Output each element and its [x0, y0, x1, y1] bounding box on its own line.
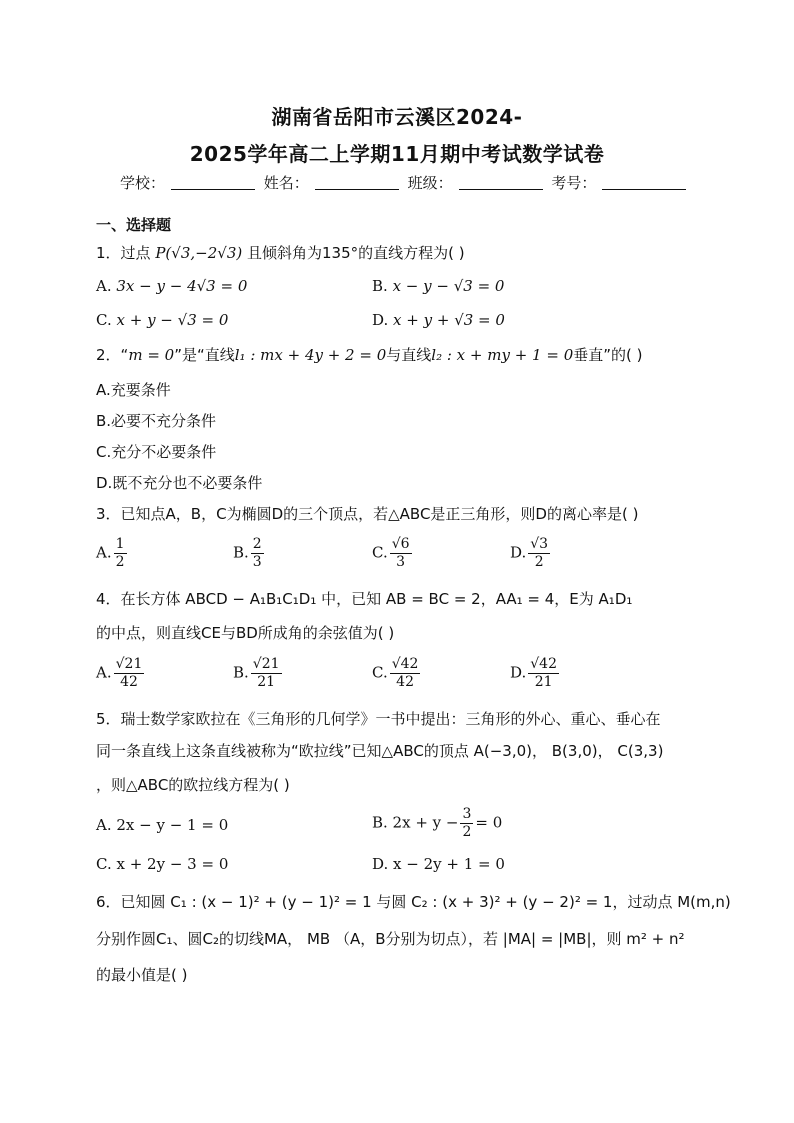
- q2-option-a[interactable]: A.充要条件: [96, 381, 171, 399]
- q3-option-b[interactable]: B. $\frac{2}{3}$: [233, 536, 262, 570]
- title-line-2: 2025学年高二上学期11月期中考试数学试卷: [189, 142, 605, 166]
- student-info-row: [120, 172, 680, 193]
- exam-number-label: 考号：: [551, 174, 597, 192]
- q1-option-d[interactable]: D. x + y + √3 = 0: [372, 311, 505, 329]
- q3-option-a[interactable]: A. $\frac{1}{2}$: [96, 536, 125, 570]
- q5-option-d[interactable]: D. x − 2y + 1 = 0: [372, 855, 505, 873]
- q4-option-c[interactable]: C. $\frac{√42}{42}$: [372, 656, 419, 690]
- q1-point: P(√3,−2√3): [155, 244, 243, 262]
- class-blank[interactable]: [459, 175, 543, 190]
- q1-option-c[interactable]: C. x + y − √3 = 0: [96, 311, 229, 329]
- q3-option-d[interactable]: D. $\frac{√3}{2}$: [510, 536, 549, 570]
- question-3-stem: 3．已知点A，B，C为椭圆D的三个顶点，若△ABC是正三角形，则D的离心率是( ): [96, 505, 639, 523]
- q2-option-c[interactable]: C.充分不必要条件: [96, 443, 217, 461]
- question-5-line-2: 同一条直线上这条直线被称为“欧拉线”已知△ABC的顶点 A(−3,0)， B(3,0)， C(3,3): [96, 742, 664, 760]
- q5-option-a[interactable]: A. 2x − y − 1 = 0: [96, 816, 229, 834]
- q3-option-c[interactable]: C. $\frac{√6}{3}$: [372, 536, 410, 570]
- q2-option-d[interactable]: D.既不充分也不必要条件: [96, 474, 263, 492]
- name-blank[interactable]: [315, 175, 399, 190]
- section-heading: 一、选择题: [96, 216, 172, 234]
- question-5-line-1: 5．瑞士数学家欧拉在《三角形的几何学》一书中提出：三角形的外心、重心、垂心在: [96, 710, 661, 728]
- q5-option-c[interactable]: C. x + 2y − 3 = 0: [96, 855, 229, 873]
- class-label: 班级：: [407, 174, 453, 192]
- name-label: 姓名：: [263, 174, 309, 192]
- question-4-stem-line-1: 4．在长方体 ABCD − A₁B₁C₁D₁ 中，已知 AB = BC = 2，AA₁ = 4，E为 A₁D₁: [96, 590, 633, 608]
- question-2-stem: 2．“m = 0”是“直线l₁ : mx + 4y + 2 = 0与直线l₂ : x + my + 1 = 0垂直”的( ): [96, 346, 643, 364]
- q2-option-b[interactable]: B.必要不充分条件: [96, 412, 217, 430]
- q4-option-b[interactable]: B. $\frac{√21}{21}$: [233, 656, 280, 690]
- question-5-line-3: ，则△ABC的欧拉线方程为( ): [96, 776, 290, 794]
- question-6-line-3: 的最小值是( ): [96, 966, 188, 984]
- school-label: 学校：: [120, 174, 166, 192]
- q5-option-b[interactable]: B. 2x + y − $\frac{3}{2}$ = 0: [372, 806, 503, 840]
- school-blank[interactable]: [171, 175, 255, 190]
- exam-number-blank[interactable]: [602, 175, 686, 190]
- question-4-stem-line-2: 的中点，则直线CE与BD所成角的余弦值为( ): [96, 624, 395, 642]
- q1-option-a[interactable]: A. 3x − y − 4√3 = 0: [96, 277, 248, 295]
- question-6-line-2: 分别作圆C₁、圆C₂的切线MA， MB （A，B分别为切点），若 |MA| = |MB|，则 m² + n²: [96, 930, 685, 948]
- question-6-line-1: 6．已知圆 C₁ : (x − 1)² + (y − 1)² = 1 与圆 C₂ : (x + 3)² + (y − 2)² = 1，过动点 M(m,n): [96, 893, 731, 911]
- q4-option-a[interactable]: A. $\frac{√21}{42}$: [96, 656, 143, 690]
- title-line-1: 湖南省岳阳市云溪区2024-: [271, 105, 523, 129]
- question-1-stem: 1．过点 P(√3,−2√3) 且倾斜角为135°的直线方程为( ): [96, 244, 465, 262]
- q1-option-b[interactable]: B. x − y − √3 = 0: [372, 277, 505, 295]
- q4-option-d[interactable]: D. $\frac{√42}{21}$: [510, 656, 558, 690]
